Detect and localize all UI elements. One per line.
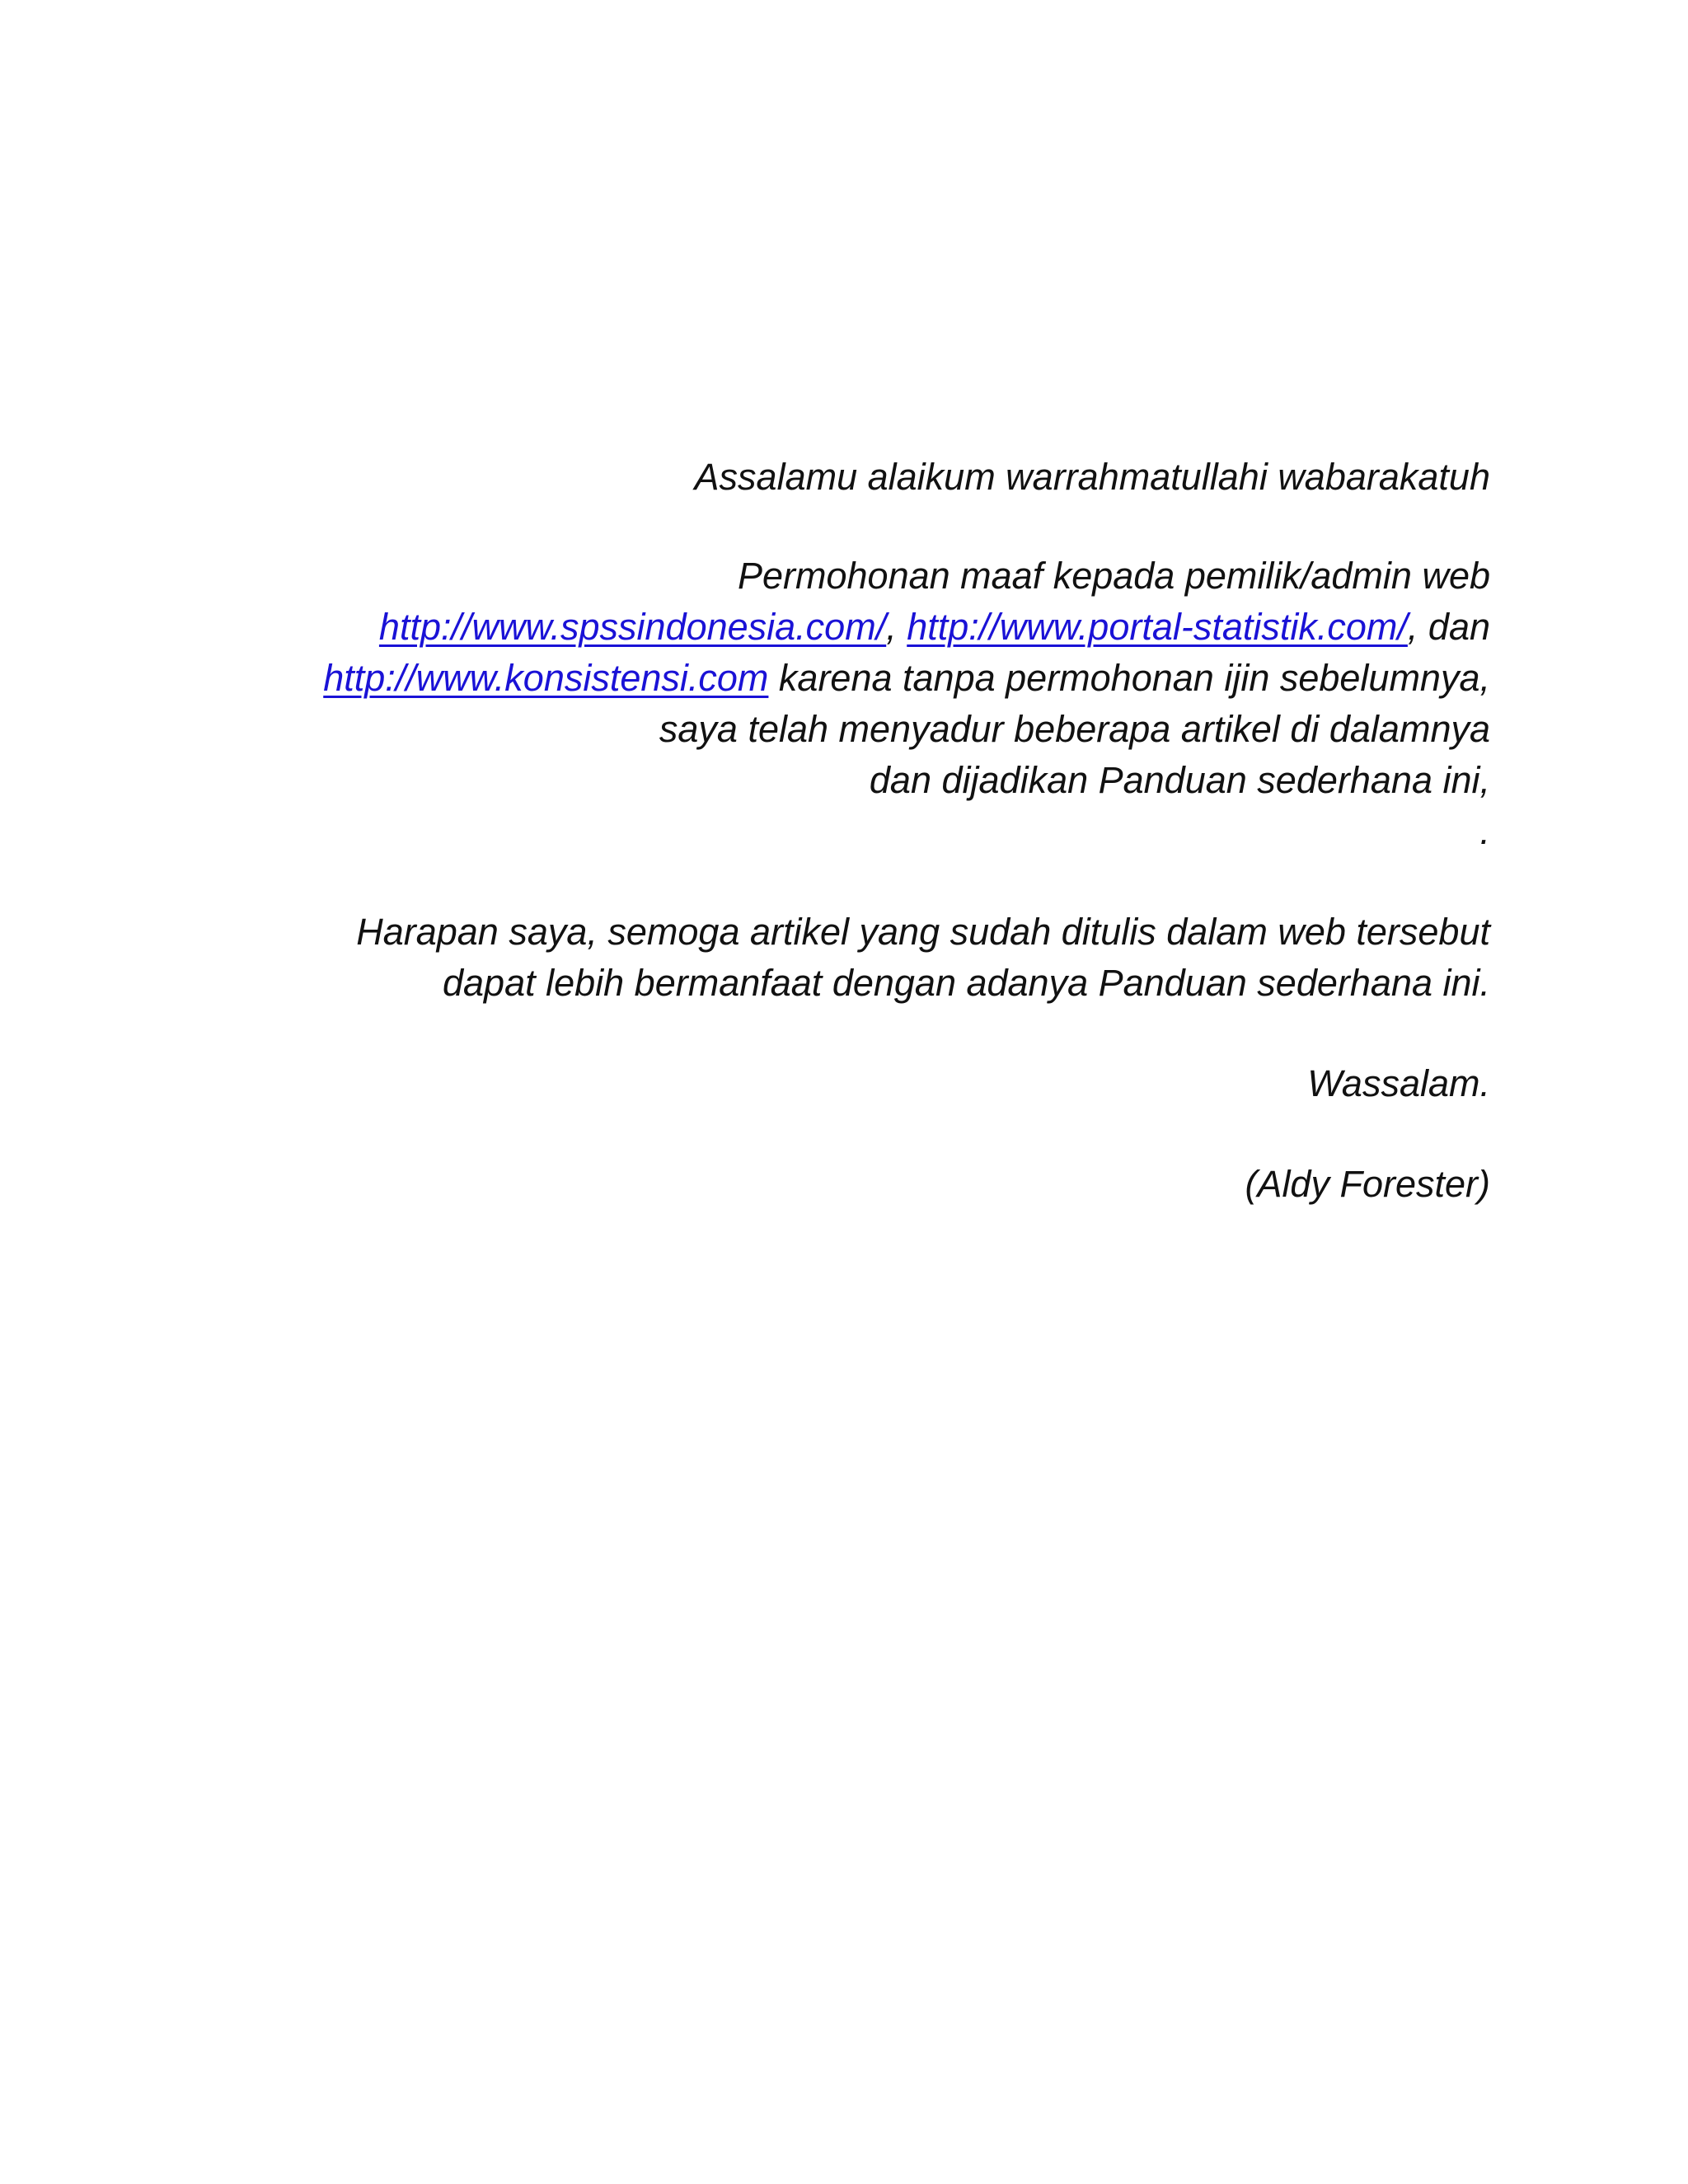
paragraph-spacer: [138, 1009, 1490, 1058]
greeting-line: Assalamu alaikum warrahmatullahi wabarakatuh: [694, 456, 1490, 498]
closing-line: Wassalam.: [1307, 1062, 1490, 1104]
apology-line-3-text: karena tanpa permohonan ijin sebelumnya,: [768, 657, 1490, 699]
apology-line-1: Permohonan maaf kepada pemilik/admin web: [737, 555, 1490, 597]
apology-line-4: saya telah menyadur beberapa artikel di dalamnya: [659, 708, 1490, 750]
apology-line-6: .: [1479, 810, 1490, 852]
paragraph-spacer: [138, 503, 1490, 551]
hope-line-1: Harapan saya, semoga artikel yang sudah ditulis dalam web tersebut: [356, 911, 1490, 953]
paragraph-spacer: [138, 857, 1490, 907]
separator-comma: ,: [886, 606, 907, 648]
link-portal-statistik[interactable]: http://www.portal-statistik.com/: [907, 606, 1408, 648]
paragraph-spacer: [138, 1109, 1490, 1159]
link-konsistensi[interactable]: http://www.konsistensi.com: [323, 657, 769, 699]
letter-body: [138, 452, 1490, 1210]
separator-dan: , dan: [1407, 606, 1490, 648]
apology-line-3: [138, 653, 1490, 704]
link-spssindonesia[interactable]: http://www.spssindonesia.com/: [378, 606, 887, 648]
apology-line-2: [138, 602, 1490, 653]
hope-line-2: dapat lebih bermanfaat dengan adanya Panduan sederhana ini.: [442, 962, 1490, 1004]
apology-line-5: dan dijadikan Panduan sederhana ini,: [869, 759, 1490, 801]
signature: (Aldy Forester): [1245, 1163, 1490, 1205]
